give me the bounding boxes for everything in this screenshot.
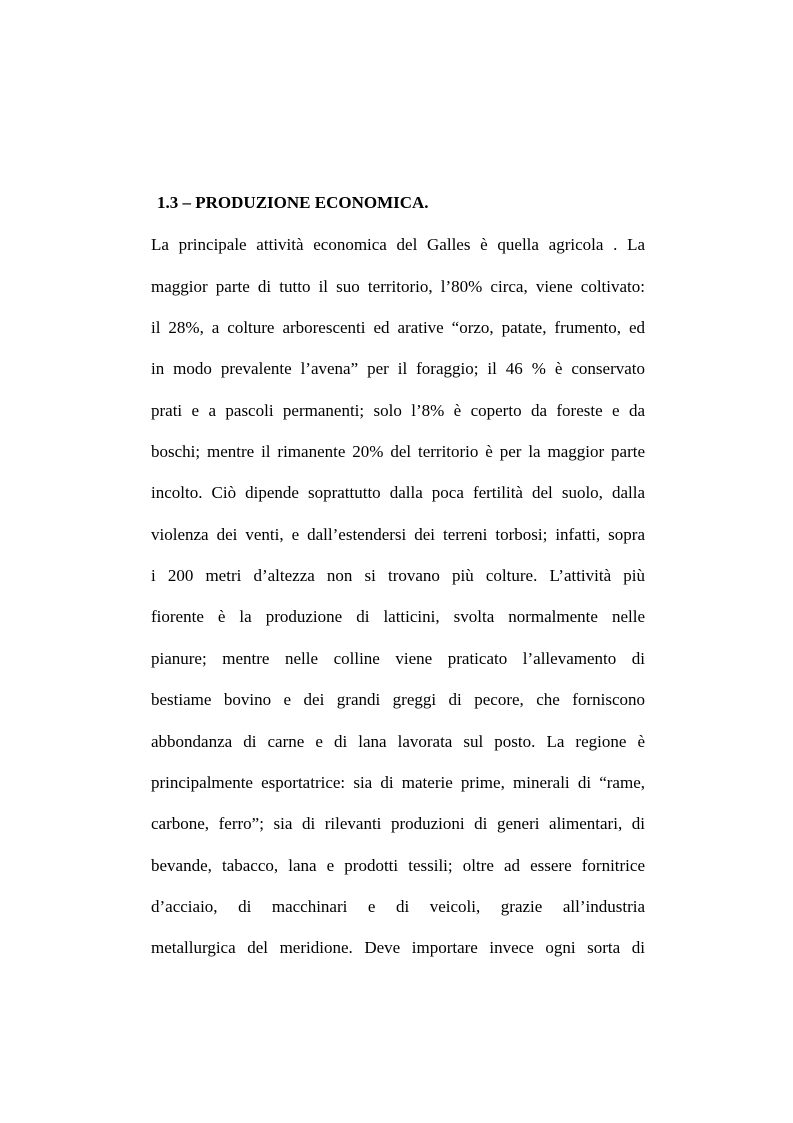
paragraph-line: abbondanza di carne e di lana lavorata sul posto. La regione è (151, 732, 645, 751)
paragraph-line: La principale attività economica del Galles è quella agricola . La (151, 235, 645, 254)
paragraph-line: prati e a pascoli permanenti; solo l’8% è coperto da foreste e da (151, 401, 645, 420)
paragraph-line: il 28%, a colture arborescenti ed arative “orzo, patate, frumento, ed (151, 318, 645, 337)
paragraph-line: carbone, ferro”; sia di rilevanti produzioni di generi alimentari, di (151, 814, 645, 833)
paragraph-line: maggior parte di tutto il suo territorio, l’80% circa, viene coltivato: (151, 277, 645, 296)
paragraph-line: bevande, tabacco, lana e prodotti tessili; oltre ad essere fornitrice (151, 856, 645, 875)
paragraph-line: in modo prevalente l’avena” per il foraggio; il 46 % è conservato (151, 359, 645, 378)
paragraph-line: pianure; mentre nelle colline viene praticato l’allevamento di (151, 649, 645, 668)
paragraph-line: boschi; mentre il rimanente 20% del territorio è per la maggior parte (151, 442, 645, 461)
paragraph-line: fiorente è la produzione di latticini, svolta normalmente nelle (151, 607, 645, 626)
paragraph-line: violenza dei venti, e dall’estendersi dei terreni torbosi; infatti, sopra (151, 525, 645, 544)
paragraph-line: metallurgica del meridione. Deve importare invece ogni sorta di (151, 938, 645, 957)
paragraph-line: incolto. Ciò dipende soprattutto dalla poca fertilità del suolo, dalla (151, 483, 645, 502)
paragraph-line: i 200 metri d’altezza non si trovano più colture. L’attività più (151, 566, 645, 585)
section-heading: 1.3 – PRODUZIONE ECONOMICA. (157, 193, 429, 212)
paragraph-line: principalmente esportatrice: sia di materie prime, minerali di “rame, (151, 773, 645, 792)
paragraph-line: bestiame bovino e dei grandi greggi di pecore, che forniscono (151, 690, 645, 709)
paragraph-line: d’acciaio, di macchinari e di veicoli, grazie all’industria (151, 897, 645, 916)
